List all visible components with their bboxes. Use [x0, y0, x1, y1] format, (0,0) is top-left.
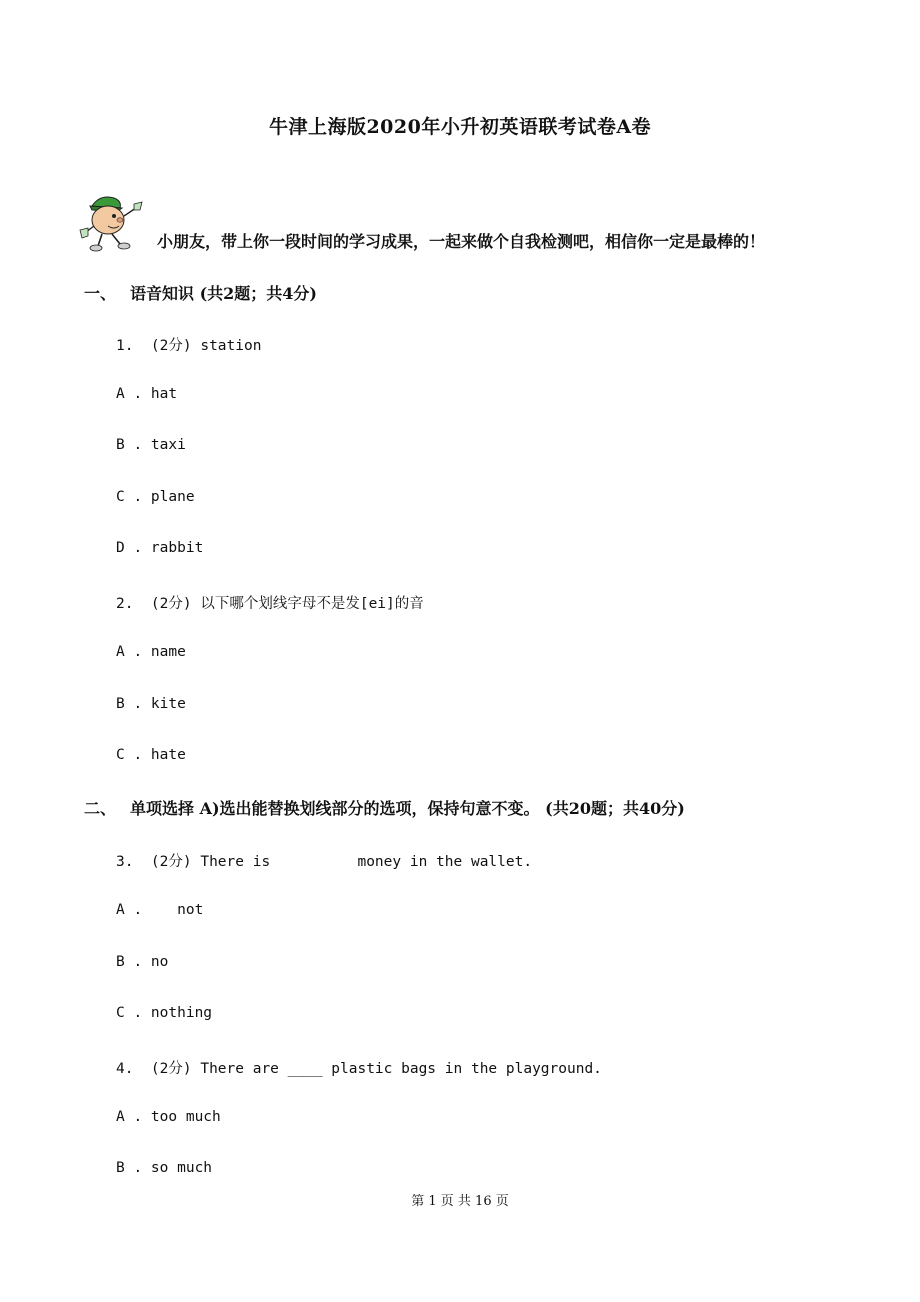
option-d: D . rabbit — [116, 540, 204, 556]
section-heading-1 — [84, 281, 317, 304]
section-heading-2 — [84, 796, 685, 819]
option-c: C . plane — [116, 489, 195, 505]
intro-text: 小朋友，带上你一段时间的学习成果，一起来做个自我检测吧，相信你一定是最棒的！ — [157, 232, 766, 251]
option-c: C . hate — [116, 747, 186, 763]
option-b: B . kite — [116, 696, 186, 712]
option-b: B . taxi — [116, 437, 186, 453]
option-a: A . not — [116, 902, 204, 918]
option-b: B . no — [116, 954, 169, 970]
option-a: A . hat — [116, 386, 178, 402]
page-title: 牛津上海版2020年小升初英语联考试卷A卷 — [268, 116, 652, 138]
question-2: 2. (2分) 以下哪个划线字母不是发[ei]的音 — [116, 596, 424, 612]
question-1: 1. (2分) station — [116, 338, 262, 354]
option-c: C . nothing — [116, 1005, 213, 1021]
option-b: B . so much — [116, 1160, 213, 1176]
option-a: A . too much — [116, 1109, 221, 1125]
cartoon-mascot-icon — [78, 192, 150, 254]
section-title: 单项选择 A)选出能替换划线部分的选项，保持句意不变。 (共20题；共40分) — [130, 799, 685, 818]
section-number: 二、 — [84, 799, 117, 818]
section-title: 语音知识 (共2题；共4分) — [130, 284, 317, 303]
question-3: 3. (2分) There is money in the wallet. — [116, 854, 533, 870]
option-a: A . name — [116, 644, 186, 660]
page-footer: 第 1 页 共 16 页 — [411, 1194, 509, 1209]
question-4: 4. (2分) There are ____ plastic bags in the playground. — [116, 1061, 602, 1077]
section-number: 一、 — [84, 284, 117, 303]
